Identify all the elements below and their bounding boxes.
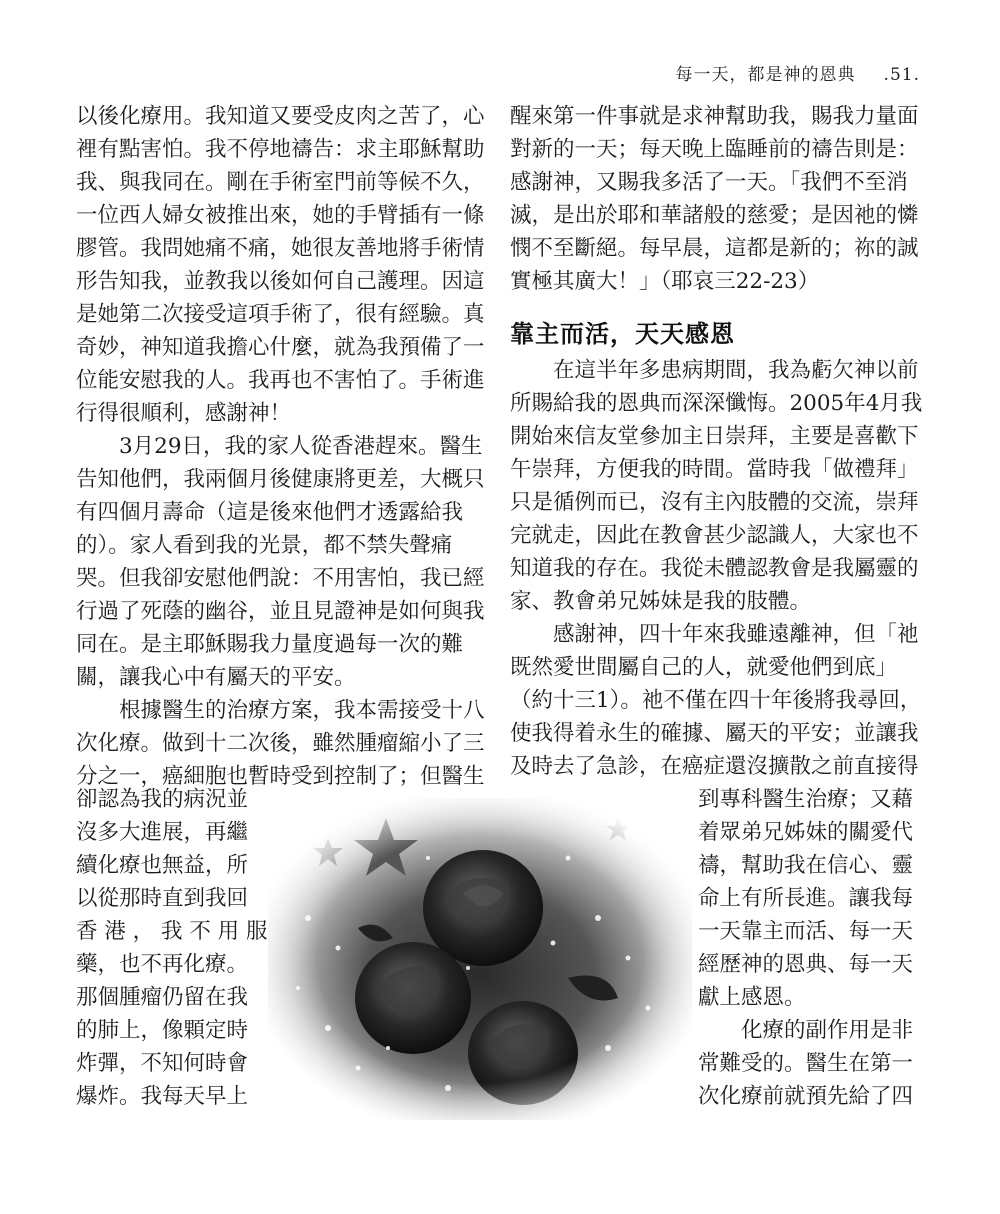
text-line: 我、與我同在。剛在手術室門前等候不久， xyxy=(76,170,485,195)
left-column xyxy=(76,102,485,789)
text-line: 及時去了急診，在癌症還沒擴散之前直接得 xyxy=(510,754,919,779)
text-line: 獻上感恩。 xyxy=(698,985,806,1010)
text-line: 家、教會弟兄姊妹是我的肢體。 xyxy=(510,589,812,614)
text-line: （約十三1）。祂不僅在四十年後將我尋回， xyxy=(510,688,922,713)
text-line: 在這半年多患病期間，我為虧欠神以前 xyxy=(510,358,919,383)
text-line: 3月29日，我的家人從香港趕來。醫生 xyxy=(76,434,483,459)
text-line: 藥，也不再化療。 xyxy=(76,952,249,977)
text-line: 同在。是主耶穌賜我力量度過每一次的難 xyxy=(76,632,464,657)
text-line: 爆炸。我每天早上 xyxy=(76,1084,249,1109)
text-line: 根據醫生的治療方案，我本需接受十八 xyxy=(76,698,485,723)
text-line: 的肺上，像顆定時 xyxy=(76,1018,249,1043)
text-line: 既然愛世間屬自己的人，就愛他們到底」 xyxy=(510,655,898,680)
text-line: 禱，幫助我在信心、靈 xyxy=(698,853,914,878)
text-line: 感謝神，又賜我多活了一天。「我們不至消 xyxy=(510,170,908,195)
text-line: 以後化療用。我知道又要受皮肉之苦了，心 xyxy=(76,104,485,129)
text-line: 炸彈，不知何時會 xyxy=(76,1051,249,1076)
text-line: 那個腫瘤仍留在我 xyxy=(76,985,249,1010)
text-line: 以從那時直到我回 xyxy=(76,886,249,911)
text-line: 實極其廣大！」（耶哀三22-23） xyxy=(510,269,820,294)
text-line: 一天靠主而活、每一天 xyxy=(698,919,914,944)
text-line: 有四個月壽命（這是後來他們才透露給我 xyxy=(76,500,464,525)
text-line: 午崇拜，方便我的時間。當時我「做禮拜」 xyxy=(510,457,919,482)
text-line: 哭。但我卻安慰他們說：不用害怕，我已經 xyxy=(76,566,485,591)
text-line: 分之一，癌細胞也暫時受到控制了；但醫生 xyxy=(76,764,485,789)
roses-illustration xyxy=(268,798,692,1120)
header-title: 每一天，都是神的恩典 xyxy=(675,65,856,85)
text-line: 是她第二次接受這項手術了，很有經驗。真 xyxy=(76,302,485,327)
text-line: 完就走，因此在教會甚少認識人，大家也不 xyxy=(510,523,919,548)
text-line: 告知他們，我兩個月後健康將更差，大概只 xyxy=(76,467,485,492)
right-top-column xyxy=(510,102,920,294)
text-line: 着眾弟兄姊妹的關愛代 xyxy=(698,820,914,845)
text-line: 到專科醫生治療；又藉 xyxy=(698,787,914,812)
text-line: 行過了死蔭的幽谷，並且見證神是如何與我 xyxy=(76,599,485,624)
text-line: 化療的副作用是非 xyxy=(698,1018,914,1043)
right-column xyxy=(510,356,923,779)
text-line: 膠管。我問她痛不痛，她很友善地將手術情 xyxy=(76,236,485,261)
text-line: 知道我的存在。我從未體認教會是我屬靈的 xyxy=(510,556,919,581)
text-line: 形告知我，並教我以後如何自己護理。因這 xyxy=(76,269,485,294)
page-number: .51. xyxy=(883,65,920,85)
right-narrow-column xyxy=(698,785,920,1115)
text-line: 行得很順利，感謝神！ xyxy=(76,401,292,426)
text-line: 一位西人婦女被推出來，她的手臂插有一條 xyxy=(76,203,485,228)
text-line: 香 港 ， 我 不 用 服 xyxy=(76,919,268,944)
text-line: 裡有點害怕。我不停地禱告：求主耶穌幫助 xyxy=(76,137,485,162)
text-line: 次化療前就預先給了四 xyxy=(698,1084,914,1109)
roses-photo xyxy=(268,798,692,1120)
text-line: 開始來信友堂參加主日崇拜，主要是喜歡下 xyxy=(510,424,919,449)
text-line: 次化療。做到十二次後，雖然腫瘤縮小了三 xyxy=(76,731,485,756)
text-line: 對新的一天；每天晚上臨睡前的禱告則是： xyxy=(510,137,919,162)
text-line: 滅，是出於耶和華諸般的慈愛；是因祂的憐 xyxy=(510,203,919,228)
text-line: 命上有所長進。讓我每 xyxy=(698,886,914,911)
text-line: 經歷神的恩典、每一天 xyxy=(698,952,914,977)
text-line: 使我得着永生的確據、屬天的平安；並讓我 xyxy=(510,721,919,746)
text-line: 憫不至斷絕。每早晨，這都是新的；祢的誠 xyxy=(510,236,919,261)
text-line: 奇妙，神知道我擔心什麼，就為我預備了一 xyxy=(76,335,485,360)
text-line: 醒來第一件事就是求神幫助我，賜我力量面 xyxy=(510,104,919,129)
left-narrow-column xyxy=(76,785,268,1115)
running-header xyxy=(500,60,920,88)
text-line: 只是循例而已，沒有主內肢體的交流，崇拜 xyxy=(510,490,919,515)
text-line: 關，讓我心中有屬天的平安。 xyxy=(76,665,356,690)
text-line: 位能安慰我的人。我再也不害怕了。手術進 xyxy=(76,368,485,393)
text-line: 沒多大進展，再繼 xyxy=(76,820,249,845)
text-line: 卻認為我的病況並 xyxy=(76,787,249,812)
text-line: 所賜給我的恩典而深深懺悔。2005年4月我 xyxy=(510,391,923,416)
text-line: 常難受的。醫生在第一 xyxy=(698,1051,914,1076)
text-line: 感謝神，四十年來我雖遠離神，但「祂 xyxy=(510,622,919,647)
section-heading: 靠主而活，天天感恩 xyxy=(510,320,735,348)
text-line: 的）。家人看到我的光景，都不禁失聲痛 xyxy=(76,533,453,558)
text-line: 續化療也無益，所 xyxy=(76,853,249,878)
